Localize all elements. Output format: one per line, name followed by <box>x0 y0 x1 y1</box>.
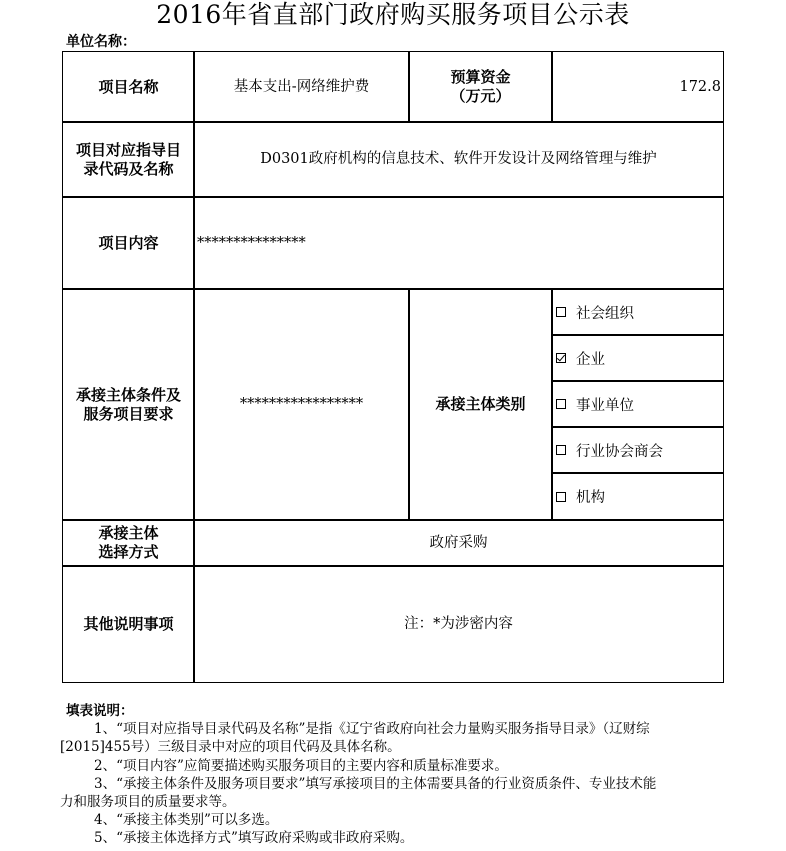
project-table <box>62 51 724 683</box>
other-value: 注：*为涉密内容 <box>404 615 513 632</box>
instruction-line-5: 5、“承接主体选择方式”填写政府采购或非政府采购。 <box>94 830 414 847</box>
catalog-label-line1: 项目对应指导目 <box>75 140 181 159</box>
method-label-line2: 选择方式 <box>98 543 159 561</box>
category-option-label: 机构 <box>576 490 605 506</box>
project-name-label-cell <box>62 51 195 123</box>
instruction-line-3: 3、“承接主体条件及服务项目要求”填写承接项目的主体需要具备的行业资质条件、专业技术能 <box>94 775 657 792</box>
catalog-value: D0301政府机构的信息技术、软件开发设计及网络管理与维护 <box>260 151 657 167</box>
instruction-line-3-cont: 力和服务项目的质量要求等。 <box>60 794 236 811</box>
content-value: *************** <box>197 234 306 251</box>
content-label-cell <box>62 196 195 290</box>
requirements-value-cell <box>193 288 410 521</box>
other-label-cell <box>62 565 195 683</box>
instruction-line-2: 2、“项目内容”应简要描述购买服务项目的主要内容和质量标准要求。 <box>94 757 508 774</box>
budget-value: 172.8 <box>679 78 721 95</box>
method-label-line1: 承接主体 <box>98 524 159 542</box>
requirements-label-cell <box>62 288 195 521</box>
instructions-heading: 填表说明： <box>66 703 134 719</box>
category-label: 承接主体类别 <box>435 395 526 413</box>
budget-label-cell <box>408 51 553 123</box>
other-value-cell <box>193 565 724 683</box>
category-option-label: 行业协会商会 <box>576 443 663 460</box>
budget-value-cell <box>551 51 724 123</box>
checkbox-icon <box>556 445 566 455</box>
instruction-line-1: 1、“项目对应指导目录代码及名称”是指《辽宁省政府向社会力量购买服务指导目录》（辽财综 <box>94 721 650 738</box>
page-title: 2016年省直部门政府购买服务项目公示表 <box>156 0 630 29</box>
catalog-value-cell <box>193 121 724 198</box>
category-option-label: 事业单位 <box>576 397 634 414</box>
catalog-label-line2: 录代码及名称 <box>83 159 174 178</box>
checkbox-icon <box>556 492 566 502</box>
content-label: 项目内容 <box>98 233 159 252</box>
project-name-value-cell <box>193 51 410 123</box>
project-name-value: 基本支出-网络维护费 <box>233 78 370 95</box>
checkbox-icon <box>556 399 566 409</box>
project-name-label: 项目名称 <box>98 77 159 96</box>
other-label: 其他说明事项 <box>83 614 174 633</box>
category-option-label: 企业 <box>576 351 605 368</box>
requirements-value: ***************** <box>239 396 364 412</box>
category-option-public-institution[interactable] <box>551 380 724 428</box>
category-option-enterprise[interactable] <box>551 334 724 382</box>
content-value-cell <box>193 196 724 290</box>
checked-checkbox-icon <box>556 353 566 363</box>
catalog-label-cell <box>62 121 195 198</box>
instruction-line-1-cont: [2015]455号）三级目录中对应的项目代码及具体名称。 <box>60 739 401 756</box>
requirements-label-line2: 服务项目要求 <box>83 404 174 423</box>
budget-label-line1: 预算资金 <box>450 68 511 86</box>
category-option-social-org[interactable] <box>551 288 724 336</box>
requirements-label-line1: 承接主体条件及 <box>75 385 181 404</box>
category-option-agency[interactable] <box>551 472 724 521</box>
instructions <box>60 702 726 848</box>
instruction-line-4: 4、“承接主体类别”可以多选。 <box>94 812 279 829</box>
checkbox-icon <box>556 307 566 317</box>
method-value-cell <box>193 519 724 567</box>
unit-name-label: 单位名称： <box>66 34 136 50</box>
method-label-cell <box>62 519 195 567</box>
method-value: 政府采购 <box>429 534 488 551</box>
category-option-label: 社会组织 <box>576 305 634 322</box>
category-option-industry-association[interactable] <box>551 426 724 474</box>
budget-label-line2: （万元） <box>450 87 511 105</box>
category-label-cell <box>408 288 553 521</box>
